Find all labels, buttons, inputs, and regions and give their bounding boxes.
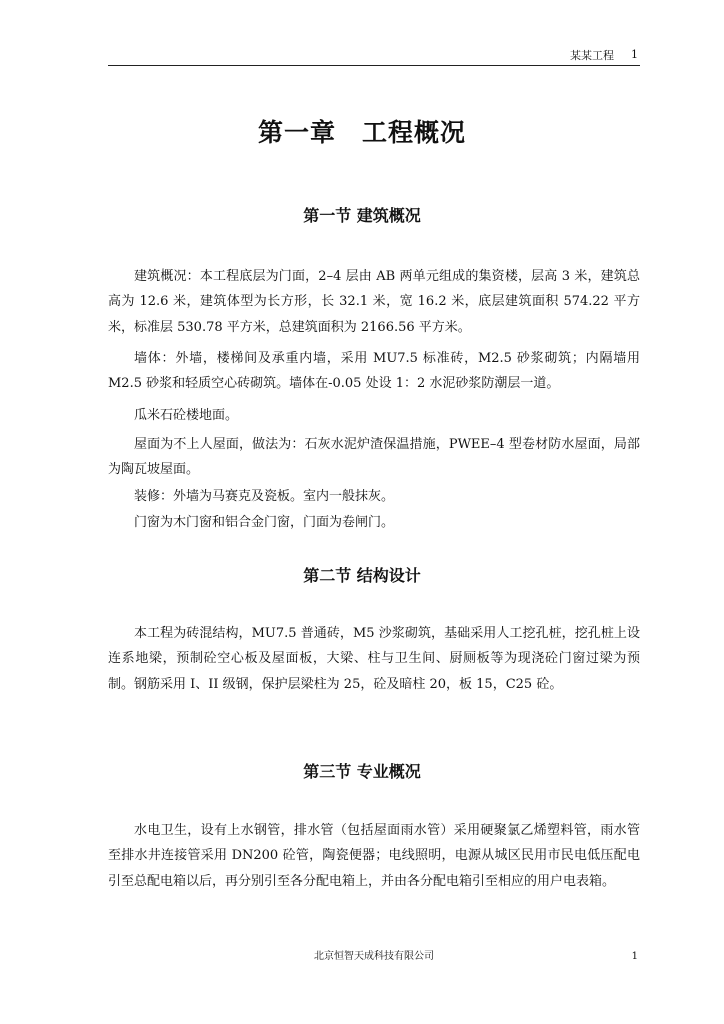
paragraph-architecture-overview: 建筑概况：本工程底层为门面，2–4 层由 AB 两单元组成的集资楼，层高 3 米，建筑总高为 12.6 米，建筑体型为长方形，长 32.1 米，宽 16.2 米，底层建筑面积 574.22 平方米，标准层 530.78 平方米，总建筑面积为 2166.56 平方米。 <box>108 269 640 335</box>
chapter-title: 第一章 工程概况 <box>257 118 466 147</box>
paragraph-structure: 本工程为砖混结构，MU7.5 普通砖，M5 沙浆砌筑，基础采用人工挖孔桩，挖孔桩上设连系地梁，预制砼空心板及屋面板，大梁、柱与卫生间、厨厕板等为现浇砼门窗过梁为预制。钢筋采用 I、II 级钢，保护层梁柱为 25，砼及暗柱 20，板 15，C25 砼。 <box>108 626 640 692</box>
page-footer <box>108 950 640 968</box>
paragraph-walls: 墙体：外墙，楼梯间及承重内墙，采用 MU7.5 标准砖，M2.5 砂浆砌筑；内隔墙用 M2.5 砂浆和轻质空心砖砌筑。墙体在-0.05 处设 1：2 水泥砂浆防潮层一道。 <box>108 351 640 392</box>
page-header <box>108 46 640 66</box>
footer-page-number: 1 <box>631 951 638 962</box>
paragraph-specialty: 水电卫生，设有上水钢管，排水管（包括屋面雨水管）采用硬聚氯乙烯塑料管，雨水管至排水井连接管采用 DN200 砼管，陶瓷便器；电线照明，电源从城区民用市民电低压配电引至总配电箱以后，再分别引至各分配电箱上，并由各分配电箱引至相应的用户电表箱。 <box>108 823 640 889</box>
section-title-specialty: 第三节 专业概况 <box>303 762 421 781</box>
paragraph-roof: 屋面为不上人屋面，做法为：石灰水泥炉渣保温措施，PWEE–4 型卷材防水屋面，局部为陶瓦坡屋面。 <box>108 437 640 478</box>
section-title-architecture: 第一节 建筑概况 <box>303 206 421 225</box>
header-page-number: 1 <box>631 48 638 61</box>
header-rule <box>108 65 640 66</box>
paragraph-doors-windows: 门窗为木门窗和铝合金门窗，门面为卷闸门。 <box>134 515 395 530</box>
paragraph-floor: 瓜米石砼楼地面。 <box>134 408 239 423</box>
section-title-structure: 第二节 结构设计 <box>303 566 421 585</box>
header-title: 某某工程 <box>570 49 614 62</box>
paragraph-decoration: 装修：外墙为马赛克及瓷板。室内一般抹灰。 <box>134 489 395 504</box>
footer-company: 北京恒智天成科技有限公司 <box>314 951 434 962</box>
